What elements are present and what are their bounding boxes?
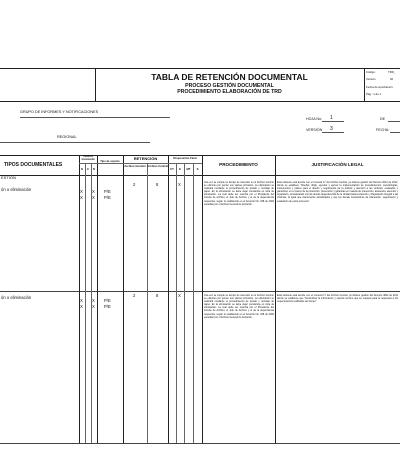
row1-mark-d-2: X (92, 195, 95, 200)
sub-header-archivo-central: Archivo Central (147, 164, 168, 168)
sub-header-e: E (179, 167, 181, 171)
sub-header-archivo-gestion: Archivo Gestión (124, 164, 146, 168)
sub-header-s: S (196, 167, 199, 171)
row1-mark-o-1: X (80, 189, 83, 194)
col-header-tipos: TIPOS DOCUMENTALES (4, 162, 63, 168)
col-header-justificacion: JUSTIFICACIÓN LEGAL (311, 162, 364, 167)
col-header-retencion: RETENCIÓN (133, 156, 158, 161)
of-label: DE (380, 117, 385, 121)
process-name: PROCESO GESTIÓN DOCUMENTAL (185, 83, 274, 89)
version-label: Versión: (366, 77, 377, 81)
row2-mark-d-2: X (92, 304, 95, 309)
row2-archivo-gestion: 2 (133, 293, 136, 298)
group-name: GRUPO DE INFORMES Y NOTIFICACIONES (20, 110, 99, 114)
sub-header-o: O (80, 167, 84, 171)
row1-justification: Esta subserie está acorde con el numeral 17 del Archivo Central, ya obtiene gestión del Decreto 2041 de 2012, donde se establece “Diseñar, dirigir, ejecutar y ejercer la implementación de procedimientos, metodologías, instrumentos y planes para el diseño y seguimiento de la política y atención a las víctimas, evaluados y garantizar, en el marco de la protección, prevención y garantías en materia de prevención, asistencia, atención y reparación, considerando con las demás dependencias de la Unidad para la Atención y Reparación Integral a las Víctimas, al igual que mantenerlos actualizados y que los demás mecanismos de planeación, seguimiento y evaluación de estos procesos” (277, 181, 398, 203)
row1-mark-d-1: X (92, 189, 95, 194)
col-header-tradicion: Tradición documental (81, 156, 95, 161)
col-header-soporte: Tipo de soporte (100, 160, 120, 163)
row2-support-1: P/E (104, 298, 111, 303)
row2-mark-o-2: X (80, 304, 83, 309)
form-version-value: 3 (330, 126, 333, 132)
row2-mark-o-1: X (80, 298, 83, 303)
row2-label: ón o eliminación (1, 295, 32, 300)
row1-disposicion-e: X (178, 182, 181, 187)
row1-support-2: P/E (104, 195, 111, 200)
procedure-name: PROCEDIMIENTO ELABORACIÓN DE TRD (177, 89, 282, 95)
row2-mark-d-1: X (92, 298, 95, 303)
row1-archivo-gestion: 2 (133, 182, 136, 187)
form-version-label: VERSIÓN (306, 128, 323, 132)
sub-header-d: D (92, 167, 96, 171)
code-label: Código: (366, 70, 376, 74)
sheet-value: 1 (330, 115, 333, 121)
row1-archivo-central: 8 (156, 182, 159, 187)
document-title: TABLA DE RETENCIÓN DOCUMENTAL (151, 72, 308, 82)
approval-date-label: Fecha de Aprobación: (366, 85, 394, 89)
row1-sub-label: ESTIÓN (1, 175, 16, 180)
row1-support-1: P/E (104, 189, 111, 194)
sub-header-c: C (86, 167, 90, 171)
row2-justification: Esta subserie está acorde con el numeral 17 del Archivo Central, ya obtiene gestión del Decreto 4802 de 2011 donde se establece que “Suministrar la información y soporte técnico que se requiera para la respuesta a los requerimientos realizados del Grupo” (277, 294, 398, 304)
row2-procedure: Una vez se cumple su tiempo de retención en el Archivo Central, se eliminan por perder sus valores primarios. La eliminación se realizará mediante el procedimiento de picado y reciclaje de papel. En la eliminación se debe dejar constancia en Acta de eliminación. La cual debe ser suscrita por el Presidente del Comité de Archivo, el Jefe de Archivo y el de la dependencia respectiva, según lo establecido en el Acuerdo No. 038 de 2002 expedido por el Archivo General de la Nación. (204, 294, 274, 319)
row2-archivo-central: 8 (156, 293, 159, 298)
version-value: 02 (390, 77, 394, 81)
row1-label: ón o eliminación (1, 187, 32, 192)
sheet-label: HOJA No: (306, 117, 322, 121)
row1-mark-o-2: X (80, 195, 83, 200)
row2-disposicion-e: X (178, 293, 181, 298)
col-header-disposicion: Disposición Final (173, 156, 197, 160)
col-header-procedimiento: PROCEDIMIENTO (219, 162, 258, 167)
date-label: FECHA: (376, 128, 390, 132)
sub-header-mt: MT (186, 167, 191, 171)
page-number: Pág.: 1 de 1 (366, 92, 382, 96)
sub-header-ct: CT (170, 167, 174, 171)
regional-label: REGIONAL (57, 135, 77, 139)
row1-procedure: Una vez se cumple su tiempo de retención en el Archivo Central, se eliminan por perder sus valores primarios. La eliminación se realizará mediante el procedimiento de picado y reciclaje de papel. En la eliminación se debe dejar constancia en Acta de eliminación. La cual debe ser suscrita por el Presidente del Comité de Archivo, el Jefe de Archivo y el de la dependencia respectiva, según lo establecido en el Acuerdo No. 038 de 2002 expedido por el Archivo General de la Nación. (204, 181, 274, 206)
code-value: TRD_ (388, 70, 396, 74)
row2-support-2: P/E (104, 304, 111, 309)
